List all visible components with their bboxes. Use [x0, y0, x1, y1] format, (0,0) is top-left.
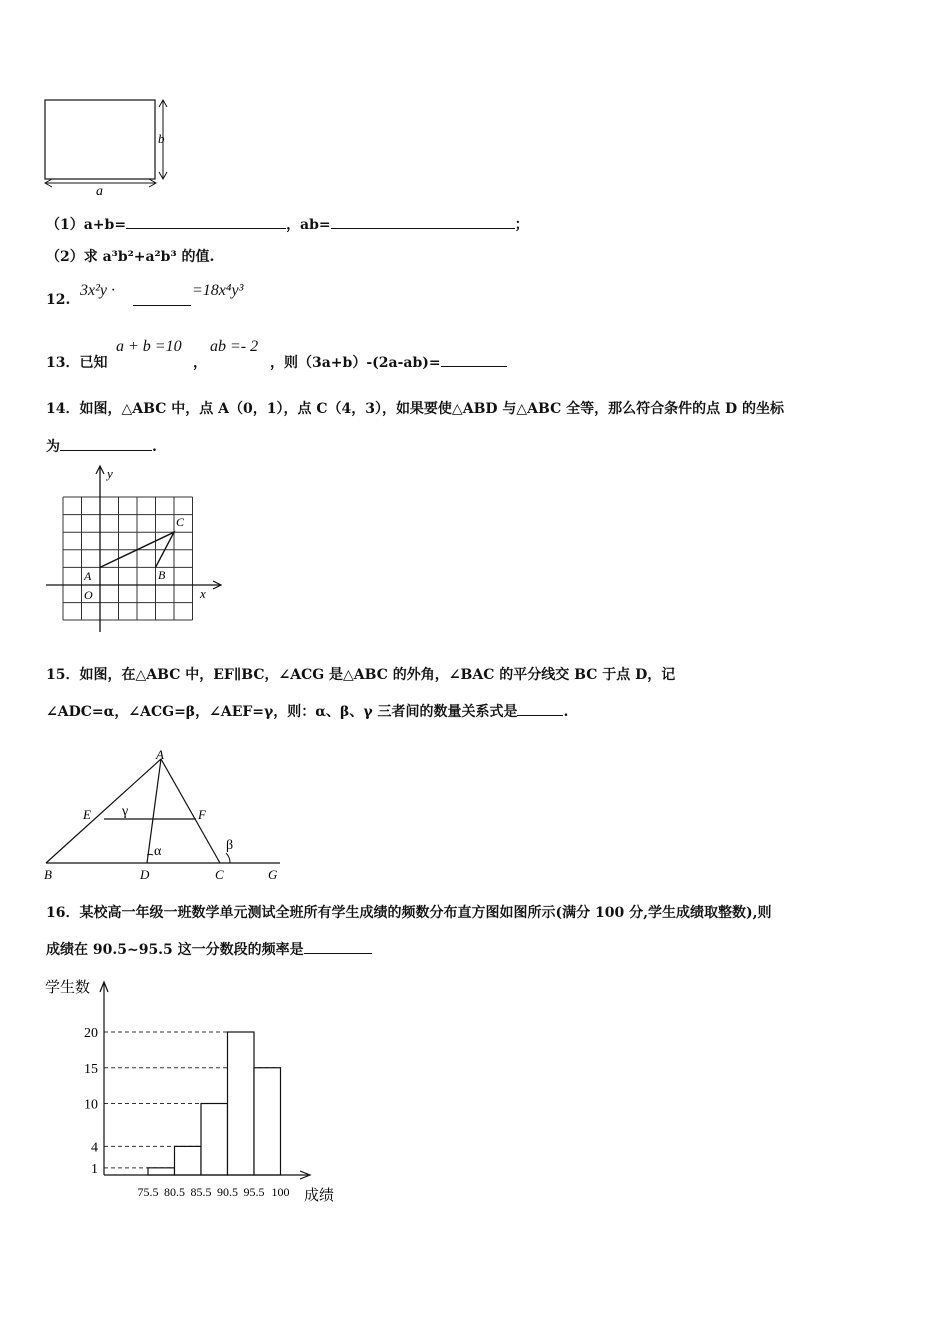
hist-x-label: 成绩 [304, 1186, 335, 1204]
triangle-figure [40, 745, 290, 885]
hist-x-tick-label: 85.5 [190, 1185, 212, 1199]
q11-blank-product[interactable] [331, 214, 515, 229]
rectangle [45, 100, 155, 179]
label-b: B [44, 867, 52, 882]
q11-part2: （2）求 a³b²+a²b³ 的值. [46, 249, 215, 265]
q13-sep: ， [193, 355, 207, 371]
hist-bar [201, 1104, 228, 1176]
grid-lines [63, 497, 193, 620]
hist-y-label: 学生数 [45, 978, 91, 996]
label-y: y [107, 466, 113, 481]
label-alpha: α [154, 844, 162, 859]
hist-y-tick-label: 15 [84, 1061, 98, 1077]
label-point-a: A [84, 569, 92, 583]
label-x: x [200, 586, 206, 601]
label-beta: β [226, 838, 234, 853]
q13-question: ，则（3a+b）-(2a-ab)= [270, 352, 507, 372]
rectangle-figure [40, 95, 180, 200]
hist-bar [228, 1032, 255, 1175]
hist-x-tick-label: 90.5 [217, 1185, 238, 1199]
q13-given1: a + b =10 [116, 338, 182, 355]
label-g: G [268, 867, 278, 882]
q14-line1: 14．如图，△ABC 中，点 A（0，1），点 C（4，3），如果要使△ABD 与△ABC 全等，那么符合条件的点 D 的坐标 [46, 401, 785, 417]
hist-y-tick-label: 4 [91, 1140, 98, 1156]
hist-bar [175, 1146, 202, 1175]
q15-line1: 15．如图，在△ABC 中，EF∥BC，∠ACG 是△ABC 的外角，∠BAC 的平分线交 BC 于点 D，记 [46, 667, 676, 683]
hist-y-tick-label: 20 [84, 1026, 98, 1041]
label-origin: O [84, 588, 93, 602]
q16-line1: 16．某校高一年级一班数学单元测试全班所有学生成绩的频数分布直方图如图所示(满分 100 分,学生成绩取整数),则 [46, 905, 772, 921]
histogram-chart [40, 972, 350, 1212]
q13-blank[interactable] [441, 352, 507, 367]
q15-line2: ∠ADC=α，∠ACG=β，∠AEF=γ，则：α、β、γ 三者间的数量关系式是 . [46, 701, 568, 721]
q12-expr-left: 3x²y · [80, 282, 115, 299]
q14-blank[interactable] [60, 436, 152, 451]
q14-line2: 为 . [46, 436, 157, 456]
q11-blank-sum[interactable] [126, 214, 286, 229]
q12-number: 12. [46, 292, 71, 308]
q15-blank[interactable] [517, 701, 563, 716]
hist-bar [254, 1068, 281, 1175]
hist-x-tick-label: 80.5 [164, 1185, 185, 1199]
hist-y-ticks [84, 1026, 98, 1177]
label-gamma: γ [122, 804, 129, 819]
q12-blank[interactable] [133, 291, 191, 306]
hist-x-ticks [138, 1185, 290, 1199]
q13-number: 13．已知 [46, 355, 108, 371]
label-point-c: C [176, 515, 185, 529]
label-d: D [140, 867, 150, 882]
hist-x-tick-label: 95.5 [243, 1185, 265, 1199]
segment-ac [161, 759, 220, 863]
hist-y-tick-label: 1 [91, 1161, 98, 1177]
label-a: a [96, 184, 103, 199]
label-a: A [156, 747, 164, 762]
hist-bar [148, 1168, 175, 1175]
label-f: F [198, 807, 206, 822]
label-point-b: B [158, 568, 166, 582]
label-c: C [215, 867, 224, 882]
label-e: E [83, 807, 91, 822]
q16-line2: 成绩在 90.5~95.5 这一分数段的频率是 [46, 939, 372, 959]
label-b: b [158, 131, 165, 146]
q13-given2: ab =- 2 [210, 338, 259, 355]
q12-expr-right: =18x⁴y³ [192, 282, 244, 299]
hist-x-tick-label: 100 [271, 1185, 290, 1199]
hist-y-tick-label: 10 [84, 1097, 98, 1113]
segment-ab [46, 759, 161, 863]
hist-x-tick-label: 75.5 [137, 1185, 159, 1199]
coordinate-grid-figure [40, 462, 230, 637]
q11-part1: （1）a+b= ，ab= ； [46, 214, 529, 234]
q16-blank[interactable] [304, 939, 372, 954]
